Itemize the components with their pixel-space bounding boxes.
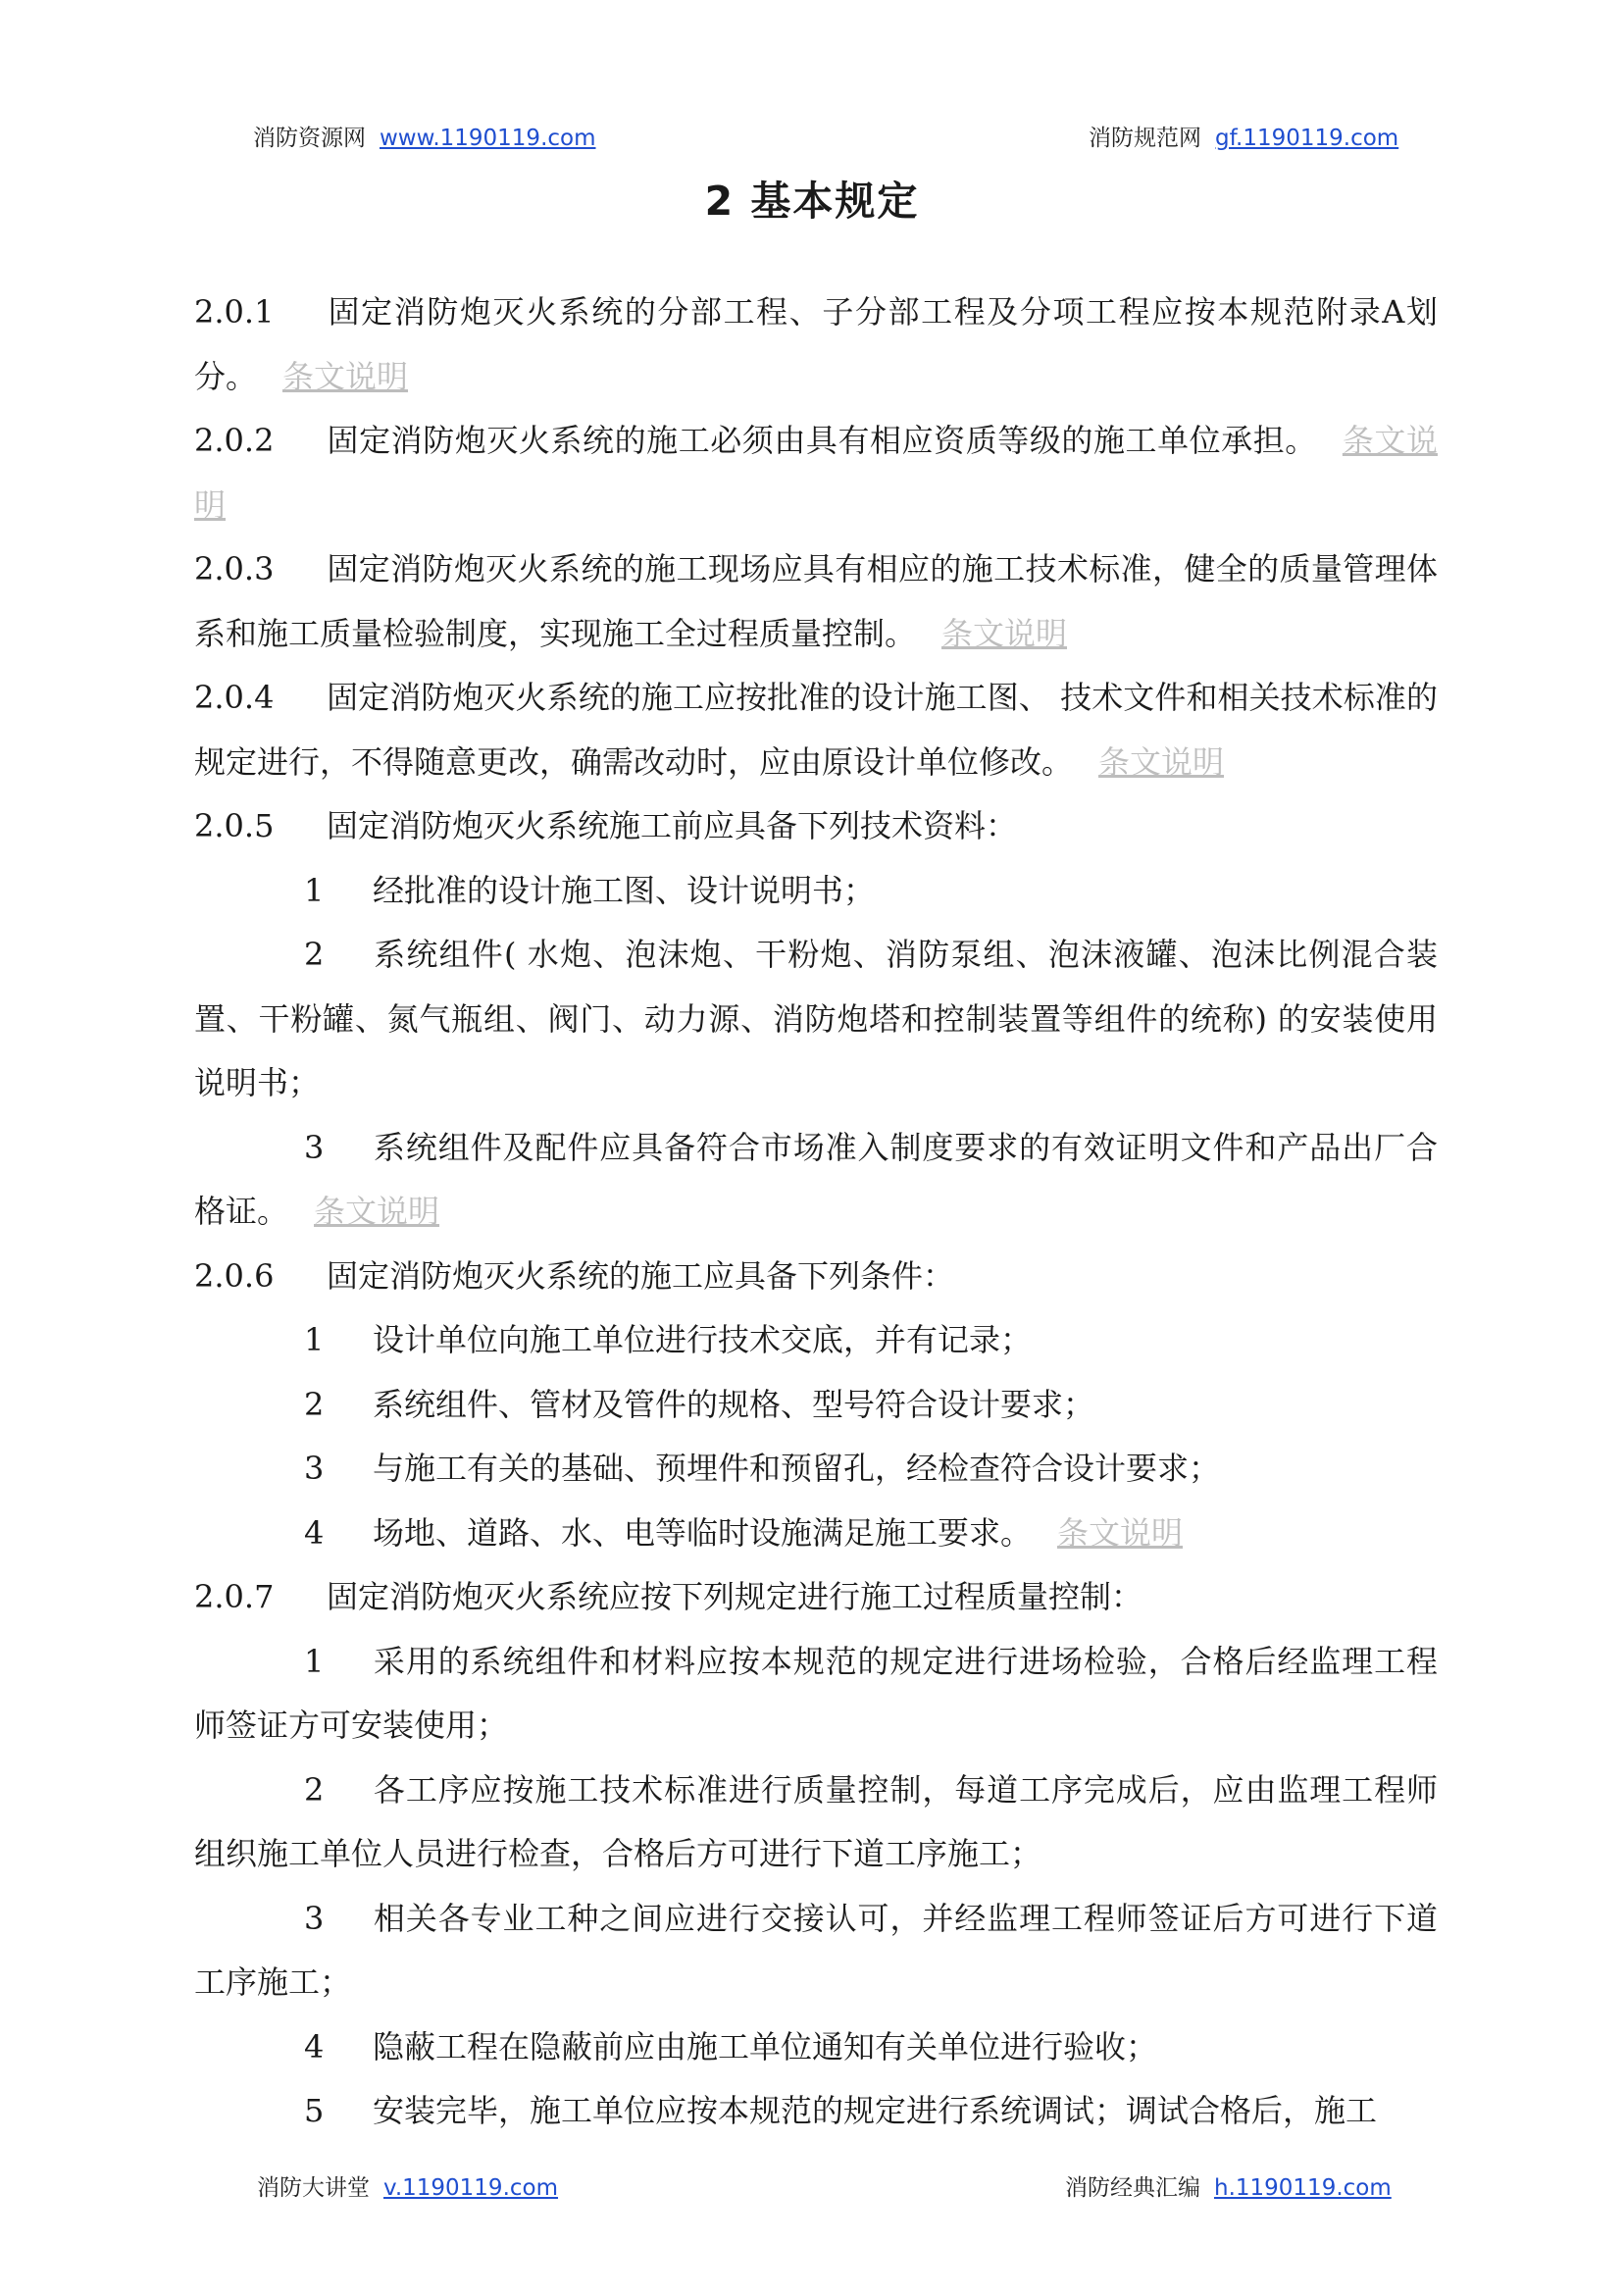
footer-left-link[interactable]: v.1190119.com bbox=[383, 2175, 559, 2201]
clause-2-0-3 bbox=[194, 537, 1438, 666]
clause-text: 固定消防炮灭火系统的施工应具备下列条件： bbox=[327, 1256, 955, 1295]
clause-text: 固定消防炮灭火系统的施工应按批准的设计施工图、 技术文件和相关技术标准的规定进行，不得随意更改，确需改动时，应由原设计单位修改。 bbox=[194, 679, 1438, 781]
clause-note-link[interactable]: 条文说明 bbox=[314, 1193, 440, 1230]
page-title: 2 基本规定 bbox=[704, 178, 920, 225]
item-text: 系统组件、管材及管件的规格、型号符合设计要求； bbox=[373, 1385, 1095, 1423]
item-text: 采用的系统组件和材料应按本规范的规定进行进场检验，合格后经监理工程师签证方可安装使用； bbox=[194, 1642, 1438, 1744]
clause-2-0-7 bbox=[194, 1565, 1438, 1630]
clause-note-link[interactable]: 条文说明 bbox=[194, 422, 1438, 524]
list-item bbox=[194, 1373, 1438, 1438]
list-item bbox=[194, 859, 1438, 924]
document-body bbox=[194, 280, 1438, 2144]
item-text: 安装完毕，施工单位应按本规范的规定进行系统调试；调试合格后，施工 bbox=[373, 2092, 1378, 2129]
clause-2-0-6 bbox=[194, 1245, 1438, 1309]
clause-note-link[interactable]: 条文说明 bbox=[1098, 742, 1225, 781]
header-right-label: 消防规范网 bbox=[1089, 126, 1201, 151]
header-left-link[interactable]: www.1190119.com bbox=[380, 126, 596, 151]
list-item bbox=[194, 1759, 1438, 1887]
list-item bbox=[194, 1437, 1438, 1502]
clause-2-0-1 bbox=[194, 280, 1438, 409]
item-text: 设计单位向施工单位进行技术交底，并有记录； bbox=[373, 1321, 1033, 1358]
item-text: 隐蔽工程在隐蔽前应由施工单位通知有关单位进行验收； bbox=[373, 2027, 1158, 2065]
item-number: 3 bbox=[304, 1899, 325, 1937]
item-number: 1 bbox=[304, 871, 325, 909]
item-number: 4 bbox=[304, 2027, 325, 2065]
item-number: 2 bbox=[304, 936, 325, 973]
footer-right-label: 消防经典汇编 bbox=[1065, 2175, 1200, 2201]
footer-left-label: 消防大讲堂 bbox=[257, 2175, 370, 2201]
clause-2-0-5 bbox=[194, 794, 1438, 859]
item-number: 2 bbox=[304, 1770, 325, 1809]
item-number: 3 bbox=[304, 1128, 325, 1166]
item-number: 4 bbox=[304, 1513, 325, 1552]
header-right-link[interactable]: gf.1190119.com bbox=[1215, 126, 1399, 151]
item-number: 2 bbox=[304, 1385, 325, 1423]
item-text: 各工序应按施工技术标准进行质量控制，每道工序完成后，应由监理工程师组织施工单位人员进行检查，合格后方可进行下道工序施工； bbox=[194, 1770, 1438, 1872]
item-number: 5 bbox=[304, 2092, 325, 2129]
header-right bbox=[1089, 120, 1398, 152]
item-number: 3 bbox=[304, 1450, 325, 1487]
clause-number: 2.0.2 bbox=[194, 422, 275, 459]
item-number: 1 bbox=[304, 1321, 325, 1358]
item-text: 场地、道路、水、电等临时设施满足施工要求。 bbox=[373, 1513, 1033, 1552]
item-text: 系统组件及配件应具备符合市场准入制度要求的有效证明文件和产品出厂合格证。 bbox=[194, 1128, 1438, 1230]
list-item bbox=[194, 2079, 1438, 2144]
clause-number: 2.0.7 bbox=[194, 1578, 275, 1615]
footer-right-link[interactable]: h.1190119.com bbox=[1214, 2175, 1392, 2201]
header-left bbox=[253, 120, 596, 152]
clause-2-0-4 bbox=[194, 666, 1438, 794]
clause-2-0-2 bbox=[194, 409, 1438, 537]
list-item bbox=[194, 1887, 1438, 2015]
clause-note-link[interactable]: 条文说明 bbox=[1057, 1513, 1184, 1552]
list-item bbox=[194, 1116, 1438, 1245]
clause-text: 固定消防炮灭火系统的分部工程、子分部工程及分项工程应按本规范附录A划分。 bbox=[194, 293, 1438, 395]
clause-number: 2.0.3 bbox=[194, 550, 275, 587]
clause-note-link[interactable]: 条文说明 bbox=[941, 614, 1068, 652]
clause-number: 2.0.6 bbox=[194, 1256, 275, 1295]
clause-number: 2.0.5 bbox=[194, 807, 275, 844]
list-item bbox=[194, 1502, 1438, 1566]
clause-text: 固定消防炮灭火系统的施工现场应具有相应的施工技术标准，健全的质量管理体系和施工质量检验制度，实现施工全过程质量控制。 bbox=[194, 550, 1438, 652]
item-number: 1 bbox=[304, 1642, 325, 1680]
clause-text: 固定消防炮灭火系统应按下列规定进行施工过程质量控制： bbox=[327, 1578, 1143, 1615]
list-item bbox=[194, 923, 1438, 1116]
header-left-label: 消防资源网 bbox=[253, 126, 366, 151]
footer-left bbox=[257, 2169, 558, 2202]
item-text: 相关各专业工种之间应进行交接认可，并经监理工程师签证后方可进行下道工序施工； bbox=[194, 1899, 1438, 2001]
clause-text: 固定消防炮灭火系统的施工必须由具有相应资质等级的施工单位承担。 bbox=[327, 422, 1317, 459]
item-text: 经批准的设计施工图、设计说明书； bbox=[373, 871, 876, 909]
clause-number: 2.0.1 bbox=[194, 293, 275, 331]
clause-number: 2.0.4 bbox=[194, 679, 275, 716]
item-text: 系统组件( 水炮、泡沫炮、干粉炮、消防泵组、泡沫液罐、泡沫比例混合装置、干粉罐、氮气瓶组、阀门、动力源、消防炮塔和控制装置等组件的统称) 的安装使用说明书； bbox=[194, 936, 1438, 1101]
list-item bbox=[194, 1308, 1438, 1373]
clause-text: 固定消防炮灭火系统施工前应具备下列技术资料： bbox=[327, 807, 1018, 844]
list-item bbox=[194, 1630, 1438, 1759]
clause-note-link[interactable]: 条文说明 bbox=[282, 357, 409, 395]
item-text: 与施工有关的基础、预埋件和预留孔，经检查符合设计要求； bbox=[373, 1450, 1221, 1487]
footer-right bbox=[1065, 2169, 1392, 2202]
list-item bbox=[194, 2015, 1438, 2080]
